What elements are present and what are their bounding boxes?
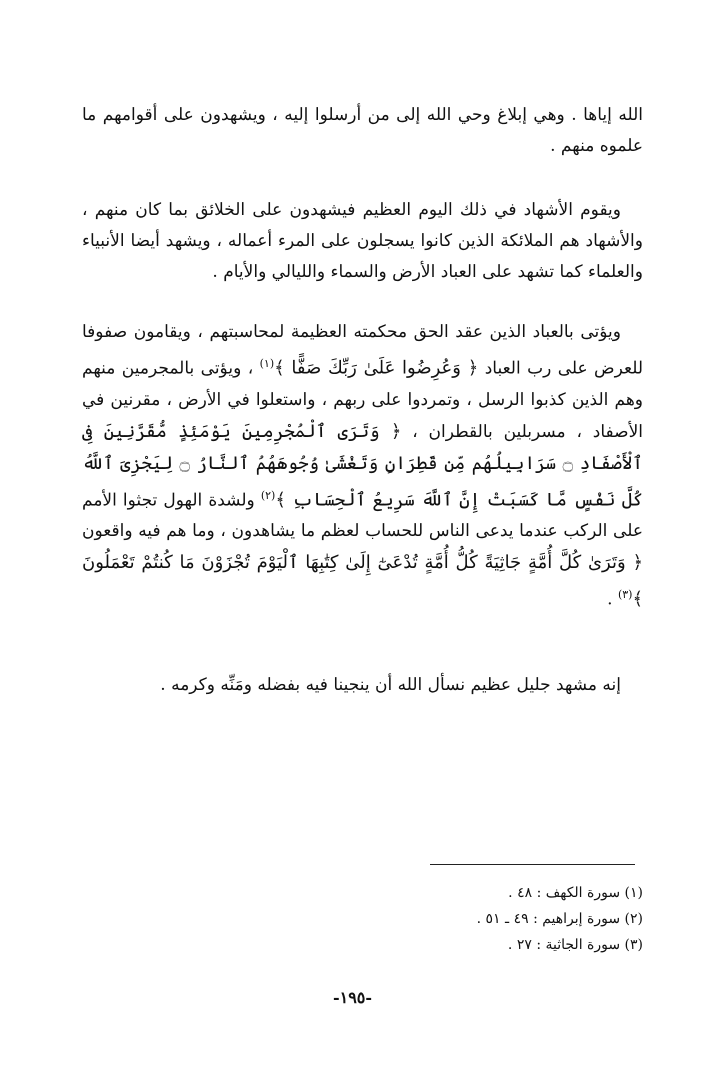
footnote-1: (١) سورة الكهف : ٤٨ .	[508, 885, 643, 901]
closing-paragraph	[82, 670, 643, 701]
quran-verse-3: ﴿ وَتَرَىٰ كُلَّ أُمَّةٍ جَاثِيَةً كُلُّ أُمَّةٍ تُدْعَىٰٓ إِلَىٰ كِتَٰبِهَا ٱلْيَوْمَ تُجْزَوْنَ مَا كُنتُمْ تَعْمَلُونَ ﴾	[82, 552, 643, 610]
quran-verse-2: ﴿ وَتَرَى ٱلْمُجْرِمِينَ يَوْمَئِذٍ مُّقَرَّنِينَ فِى ٱلْأَصْفَادِ ۝ سَرَابِيلُهُم مِّن قَطِرَانٍ وَتَغْشَىٰ وُجُوهَهُمُ ٱلنَّارُ ۝ لِيَجْزِىَ ٱللَّهُ كُلَّ نَفْسٍ مَّا كَسَبَتْ إِنَّ ٱللَّهَ سَرِيعُ ٱلْحِسَابِ ﴾	[82, 420, 643, 511]
footnote-ref-3: (٣)	[617, 588, 633, 602]
page-number: -١٩٥-	[332, 988, 373, 1007]
closing-text: إنه مشهد جليل عظيم نسأل الله أن ينجينا فيه بفضله ومَنِّه وكرمه .	[160, 675, 621, 695]
paragraph-1	[82, 100, 643, 162]
paragraph-3	[82, 317, 643, 616]
footnote-2: (٢) سورة إبراهيم : ٤٩ ـ ٥١ .	[476, 911, 643, 927]
paragraph-3-intro: ويؤتى بالعباد الذين عقد الحق محكمته العظيمة لمحاسبتهم ، ويقامون صفوفا للعرض على رب العباد	[82, 322, 644, 379]
paragraph-1-text: الله إياها . وهي إبلاغ وحي الله إلى من أرسلوا إليه ، ويشهدون على أقوامهم ما علموه منهم .	[82, 105, 643, 156]
paragraph-2-text: ويقوم الأشهاد في ذلك اليوم العظيم فيشهدون على الخلائق بما كان منهم ، والأشهاد هم الملائكة الذين كانوا يسجلون على المرء أعماله ، ويشهد أيضا الأنبياء والعلماء كما تشهد على العباد الأرض والسماء والليالي والأيام .	[82, 200, 643, 282]
paragraph-2	[82, 195, 643, 288]
footnote-ref-2: (٢)	[260, 488, 276, 502]
quran-verse-1: ﴿ وَعُرِضُوا عَلَىٰ رَبِّكَ صَفًّا ﴾	[274, 357, 479, 379]
paragraph-3-middle: ، ويؤتى بالمجرمين منهم وهم الذين كذبوا الرسل ، وتمردوا على ربهم ، واستعلوا في الأرض ، مقرنين في الأصفاد ، مسربلين بالقطران ،	[82, 358, 643, 442]
paragraph-3-middle-2: ولشدة الهول تجثوا الأمم على الركب عندما يدعى الناس للحساب لعظم ما يشاهدون ، وما هم فيه واقعون	[82, 490, 643, 542]
paragraph-3-end: .	[607, 589, 613, 610]
footnote-divider	[430, 864, 635, 865]
footnote-ref-1: (١)	[259, 357, 275, 370]
footnotes-list	[477, 880, 643, 958]
footnote-3: (٣) سورة الجاثية : ٢٧ .	[507, 937, 643, 953]
